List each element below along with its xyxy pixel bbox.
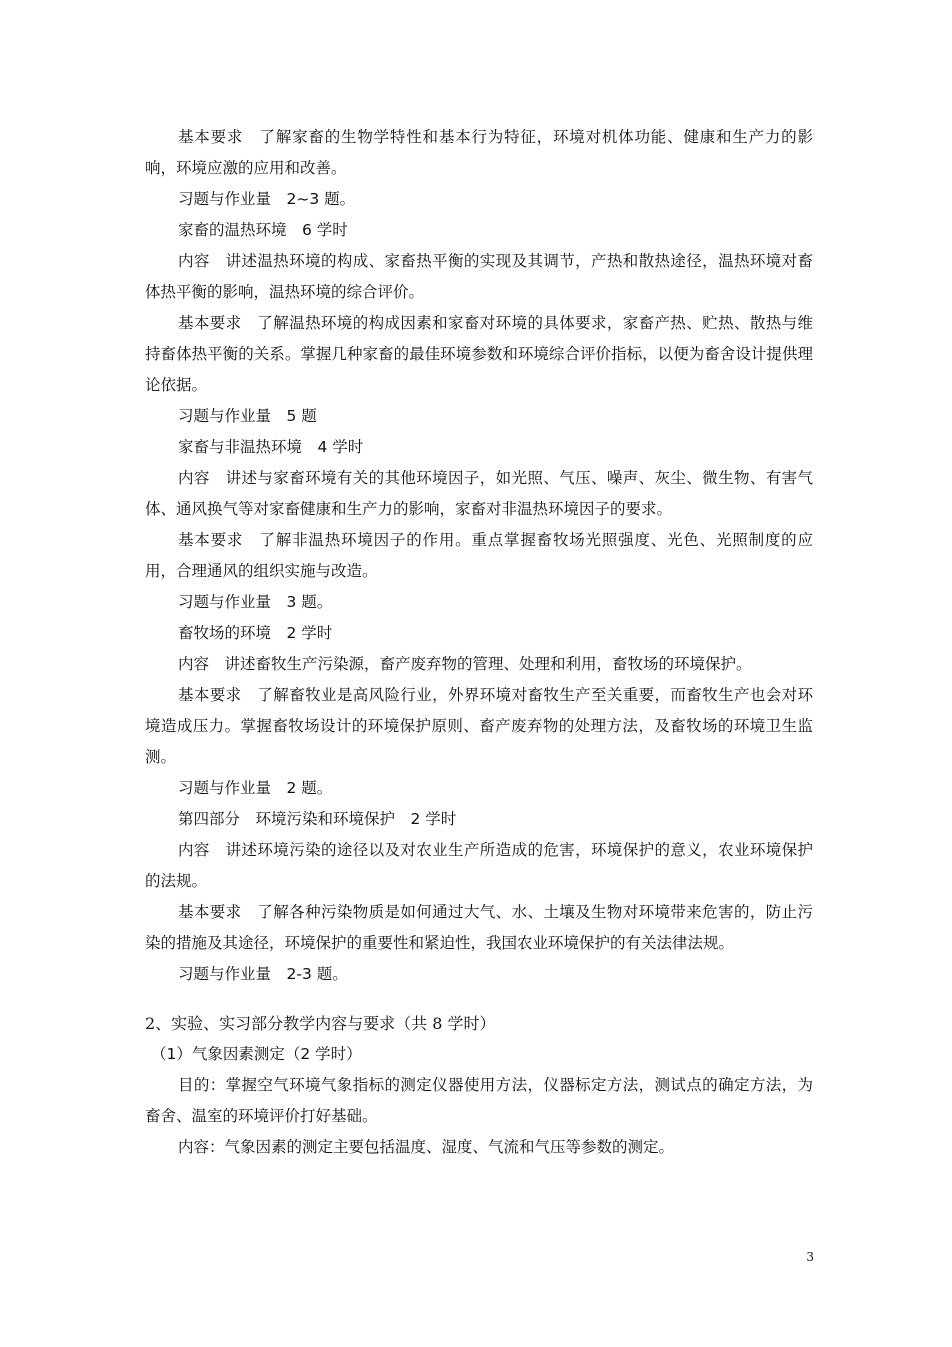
paragraph: 目的：掌握空气环境气象指标的测定仪器使用方法，仪器标定方法，测试点的确定方法，为畜舍、温室的环境评价打好基础。 <box>145 1076 813 1125</box>
paragraph: 基本要求 了解温热环境的构成因素和家畜对环境的具体要求，家畜产热、贮热、散热与维持畜体热平衡的关系。掌握几种家畜的最佳环境参数和环境综合评价指标，以便为畜舍设计提供理论依据。 <box>145 314 813 394</box>
paragraph: 基本要求 了解各种污染物质是如何通过大气、水、土壤及生物对环境带来危害的，防止污染的措施及其途径，环境保护的重要性和紧迫性，我国农业环境保护的有关法律法规。 <box>145 903 813 952</box>
section-heading: 2、实验、实习部分教学内容与要求（共 8 学时） <box>145 1014 496 1033</box>
page-number: 3 <box>806 1250 814 1264</box>
section-title: 家畜的温热环境 6 学时 <box>178 221 348 239</box>
paragraph: 习题与作业量 3 题。 <box>178 593 333 611</box>
paragraph: 基本要求 了解畜牧业是高风险行业，外界环境对畜牧生产至关重要，而畜牧生产也会对环境造成压力。掌握畜牧场设计的环境保护原则、畜产废弃物的处理方法，及畜牧场的环境卫生监测。 <box>145 686 813 766</box>
spacer <box>145 990 813 1008</box>
section-title: 第四部分 环境污染和环境保护 2 学时 <box>178 810 457 828</box>
paragraph: 内容：气象因素的测定主要包括温度、湿度、气流和气压等参数的测定。 <box>178 1138 675 1156</box>
paragraph: 基本要求 了解非温热环境因子的作用。重点掌握畜牧场光照强度、光色、光照制度的应用，合理通风的组织实施与改造。 <box>145 531 813 580</box>
paragraph: 习题与作业量 2~3 题。 <box>178 190 356 208</box>
paragraph: 内容 讲述畜牧生产污染源，畜产废弃物的管理、处理和利用，畜牧场的环境保护。 <box>178 655 752 673</box>
section-title: 家畜与非温热环境 4 学时 <box>178 438 364 456</box>
paragraph: 习题与作业量 2 题。 <box>178 779 333 797</box>
subsection-heading: （1）气象因素测定（2 学时） <box>151 1045 362 1063</box>
paragraph: 内容 讲述温热环境的构成、家畜热平衡的实现及其调节，产热和散热途径，温热环境对畜体热平衡的影响，温热环境的综合评价。 <box>145 252 813 301</box>
paragraph: 习题与作业量 2-3 题。 <box>178 965 348 983</box>
paragraph: 内容 讲述环境污染的途径以及对农业生产所造成的危害，环境保护的意义，农业环境保护的法规。 <box>145 841 813 890</box>
paragraph: 习题与作业量 5 题 <box>178 407 317 425</box>
page-body <box>145 122 813 1163</box>
paragraph: 内容 讲述与家畜环境有关的其他环境因子，如光照、气压、噪声、灰尘、微生物、有害气体、通风换气等对家畜健康和生产力的影响，家畜对非温热环境因子的要求。 <box>145 469 813 518</box>
section-title: 畜牧场的环境 2 学时 <box>178 624 333 642</box>
paragraph: 基本要求 了解家畜的生物学特性和基本行为特征，环境对机体功能、健康和生产力的影响，环境应激的应用和改善。 <box>145 128 813 177</box>
